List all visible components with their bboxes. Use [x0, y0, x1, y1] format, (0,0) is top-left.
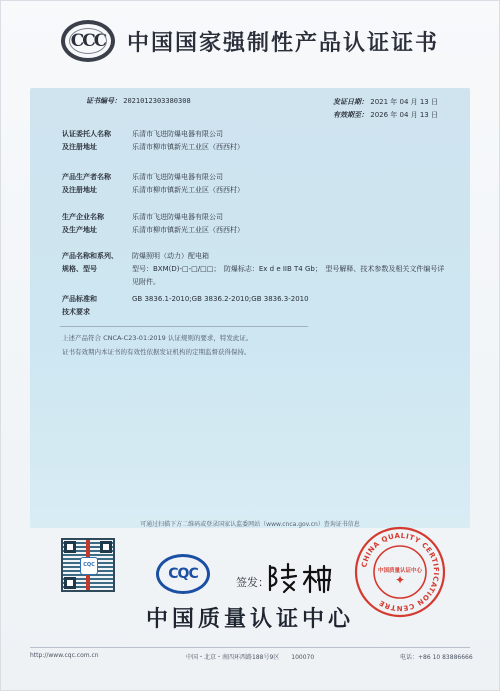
- product-label: [62, 250, 132, 276]
- client-address-label: 及注册地址: [62, 143, 97, 151]
- signature: [266, 560, 334, 596]
- qr-finder-bottom-left: [64, 577, 76, 589]
- footer-divider: [30, 647, 470, 648]
- signatory-label: 签发：: [236, 576, 269, 589]
- validity-note: 证书有效期内本证书的有效性依据发证机构的定期监督获得保持。: [62, 348, 251, 356]
- svg-text:✦: ✦: [394, 573, 406, 587]
- factory-name: 乐清市飞进防爆电器有限公司: [132, 213, 223, 221]
- footer-address: 中国・北京・南四环西路188号9区 100070: [186, 654, 315, 661]
- certificate-number: [86, 96, 191, 106]
- producer-label: 产品生产者名称: [62, 173, 111, 181]
- factory-address-label: 及生产地址: [62, 226, 97, 234]
- product-description: [132, 250, 466, 289]
- cqc-logo: CQC: [156, 554, 210, 594]
- product-label-line-2: 规格、型号: [62, 265, 97, 273]
- qr-finder-top-right: [100, 541, 112, 553]
- client-name: 乐清市飞进防爆电器有限公司: [132, 130, 223, 138]
- divider: [60, 326, 308, 327]
- certificate-body: [30, 88, 470, 528]
- seal-ring-text: CHINA QUALITY CERTIFICATION CENTRE: [360, 531, 441, 613]
- producer-name: 乐清市飞进防爆电器有限公司: [132, 173, 223, 181]
- client-label: 认证委托人名称: [62, 130, 111, 138]
- standard-label-line-1: 产品标准和: [62, 295, 97, 303]
- certificate-title: 中国国家强制性产品认证证书: [126, 30, 439, 56]
- footer-phone: 电话：+86 10 83886666: [400, 654, 473, 661]
- issue-date-value: 2021 年 04 月 13 日: [370, 98, 438, 106]
- standard-label-line-2: 技术要求: [62, 308, 90, 316]
- qr-center-text: CQC: [83, 562, 95, 568]
- issue-date-label: 发证日期：: [333, 98, 368, 106]
- qr-finder-top-left: [64, 541, 76, 553]
- seal-inner-text: 中国质量认证中心: [377, 568, 423, 574]
- expiry-date-label: 有效期至：: [333, 111, 368, 119]
- client-address: 乐清市柳市镇新光工业区（西西村）: [132, 143, 244, 151]
- factory-address: 乐清市柳市镇新光工业区（西西村）: [132, 226, 244, 234]
- certificate-dates: [333, 96, 438, 122]
- qr-code[interactable]: [61, 538, 115, 592]
- product-name: 防爆照明（动力）配电箱: [132, 252, 209, 260]
- standard-value: GB 3836.1-2010;GB 3836.2-2010;GB 3836.3-2010: [132, 295, 309, 303]
- ccc-logo: CCC: [61, 20, 115, 62]
- factory-label: 生产企业名称: [62, 213, 104, 221]
- product-spec-continued: 见附件。: [132, 278, 160, 286]
- producer-address: 乐清市柳市镇新光工业区（西西村）: [132, 186, 244, 194]
- expiry-date-value: 2026 年 04 月 13 日: [370, 111, 438, 119]
- compliance-note: 上述产品符合 CNCA-C23-01:2019 认证规则的要求，特发此证。: [62, 334, 253, 342]
- producer-address-label: 及注册地址: [62, 186, 97, 194]
- footer-website[interactable]: http://www.cqc.com.cn: [30, 652, 99, 659]
- issuer-name: 中国质量认证中心: [145, 607, 354, 632]
- product-label-line-1: 产品名称和系列、: [62, 252, 118, 260]
- certificate-number-value: 2021012303380308: [123, 97, 191, 105]
- standard-label: [62, 293, 132, 319]
- product-spec: 型号：BXM(D)-□-□/□□； 防爆标志：Ex d e IIB T4 Gb； 型号解释、技术参数及相关文件编号详: [132, 265, 445, 273]
- qr-center-logo: [80, 557, 98, 575]
- certificate-header: [0, 0, 500, 82]
- certificate-number-label: 证书编号：: [86, 97, 121, 105]
- verification-text: 可通过扫描下方二维码或登录国家认监委网站（www.cnca.gov.cn）查询证书信息: [140, 521, 360, 528]
